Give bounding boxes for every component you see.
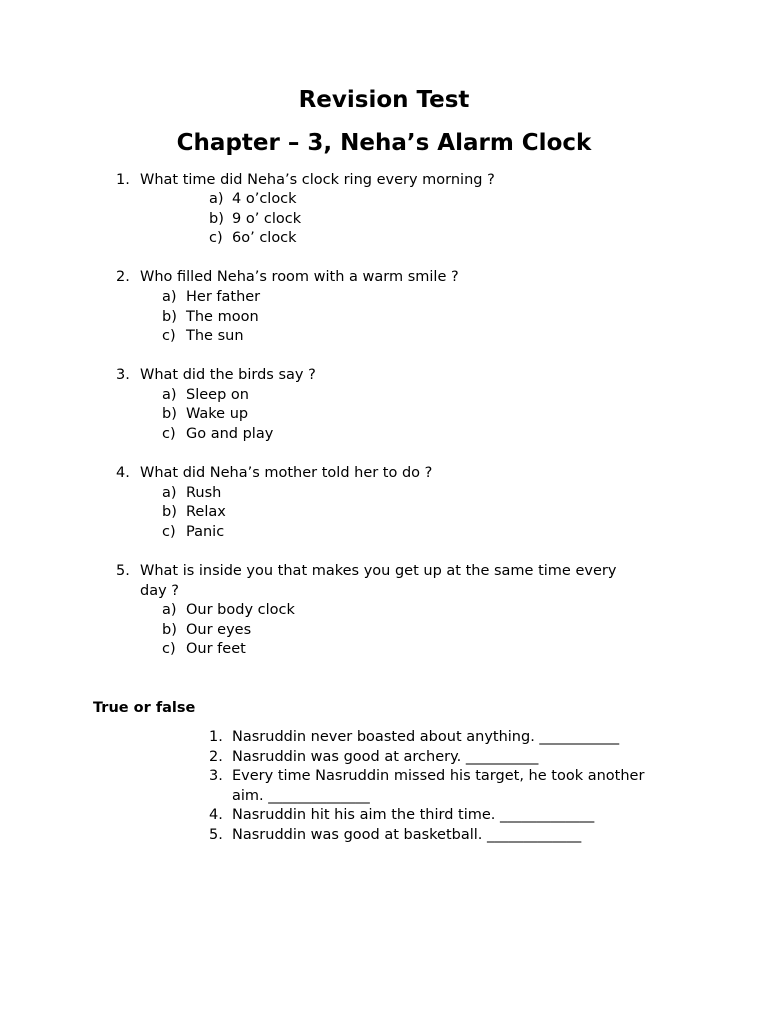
option-text: The sun	[186, 328, 244, 344]
option-1b	[209, 210, 302, 230]
option-text: Relax	[186, 504, 226, 520]
question-number: 4.	[116, 465, 130, 481]
option-text: Rush	[186, 485, 222, 501]
question-number: 5.	[116, 563, 130, 579]
option-text: Panic	[186, 524, 225, 540]
true-false-heading: True or false	[93, 700, 196, 716]
tf-item-1	[209, 728, 620, 748]
question-5-continued: day ?	[140, 583, 179, 599]
option-text: Our body clock	[186, 602, 295, 618]
question-number: 1.	[116, 172, 130, 188]
item-number: 1.	[209, 729, 223, 745]
item-text: Every time Nasruddin missed his target, he took another	[232, 768, 645, 784]
option-letter: c)	[209, 230, 223, 246]
option-5a	[162, 601, 295, 621]
option-letter: b)	[162, 406, 177, 422]
question-3	[116, 366, 316, 386]
option-2c	[162, 327, 244, 347]
option-3b	[162, 405, 249, 425]
page-title: Revision Test	[298, 87, 470, 113]
item-number: 3.	[209, 768, 223, 784]
option-letter: c)	[162, 328, 176, 344]
option-letter: b)	[209, 211, 224, 227]
option-letter: c)	[162, 426, 176, 442]
option-text: 4 o’clock	[232, 191, 297, 207]
tf-item-3	[209, 767, 645, 787]
option-text: Our feet	[186, 641, 246, 657]
option-text: Go and play	[186, 426, 274, 442]
tf-item-3-continued: aim. ______________	[232, 788, 370, 804]
option-letter: c)	[162, 524, 176, 540]
question-number: 3.	[116, 367, 130, 383]
question-text: Who filled Neha’s room with a warm smile ?	[140, 269, 459, 285]
tf-item-2	[209, 748, 539, 768]
question-number: 2.	[116, 269, 130, 285]
item-number: 2.	[209, 749, 223, 765]
tf-item-5	[209, 826, 582, 846]
option-4a	[162, 484, 222, 504]
option-text: The moon	[186, 309, 259, 325]
tf-item-4	[209, 806, 595, 826]
item-text: Nasruddin was good at archery. __________	[232, 749, 539, 765]
option-letter: a)	[162, 485, 177, 501]
question-2	[116, 268, 459, 288]
question-1	[116, 171, 495, 191]
option-4c	[162, 523, 225, 543]
option-3c	[162, 425, 274, 445]
option-2a	[162, 288, 261, 308]
option-letter: c)	[162, 641, 176, 657]
option-letter: b)	[162, 309, 177, 325]
option-5b	[162, 621, 252, 641]
question-4	[116, 464, 433, 484]
option-text: Her father	[186, 289, 261, 305]
question-text: What did Neha’s mother told her to do ?	[140, 465, 433, 481]
option-letter: a)	[162, 602, 177, 618]
option-text: Wake up	[186, 406, 249, 422]
question-text: What time did Neha’s clock ring every morning ?	[140, 172, 495, 188]
option-letter: b)	[162, 622, 177, 638]
option-4b	[162, 503, 226, 523]
option-text: 6o’ clock	[232, 230, 297, 246]
item-text: Nasruddin hit his aim the third time. _____________	[232, 807, 595, 823]
option-1a	[209, 190, 297, 210]
option-5c	[162, 640, 246, 660]
option-text: Sleep on	[186, 387, 249, 403]
chapter-title: Chapter – 3, Neha’s Alarm Clock	[176, 130, 592, 156]
item-text: Nasruddin was good at basketball. _____________	[232, 827, 582, 843]
option-text: Our eyes	[186, 622, 252, 638]
option-text: 9 o’ clock	[232, 211, 302, 227]
option-letter: a)	[162, 289, 177, 305]
question-5	[116, 562, 617, 582]
question-text: What is inside you that makes you get up at the same time every	[140, 563, 617, 579]
item-number: 5.	[209, 827, 223, 843]
item-text: Nasruddin never boasted about anything. ___________	[232, 729, 620, 745]
option-1c	[209, 229, 297, 249]
item-number: 4.	[209, 807, 223, 823]
option-letter: a)	[209, 191, 224, 207]
option-letter: b)	[162, 504, 177, 520]
option-3a	[162, 386, 249, 406]
option-letter: a)	[162, 387, 177, 403]
option-2b	[162, 308, 259, 328]
question-text: What did the birds say ?	[140, 367, 316, 383]
